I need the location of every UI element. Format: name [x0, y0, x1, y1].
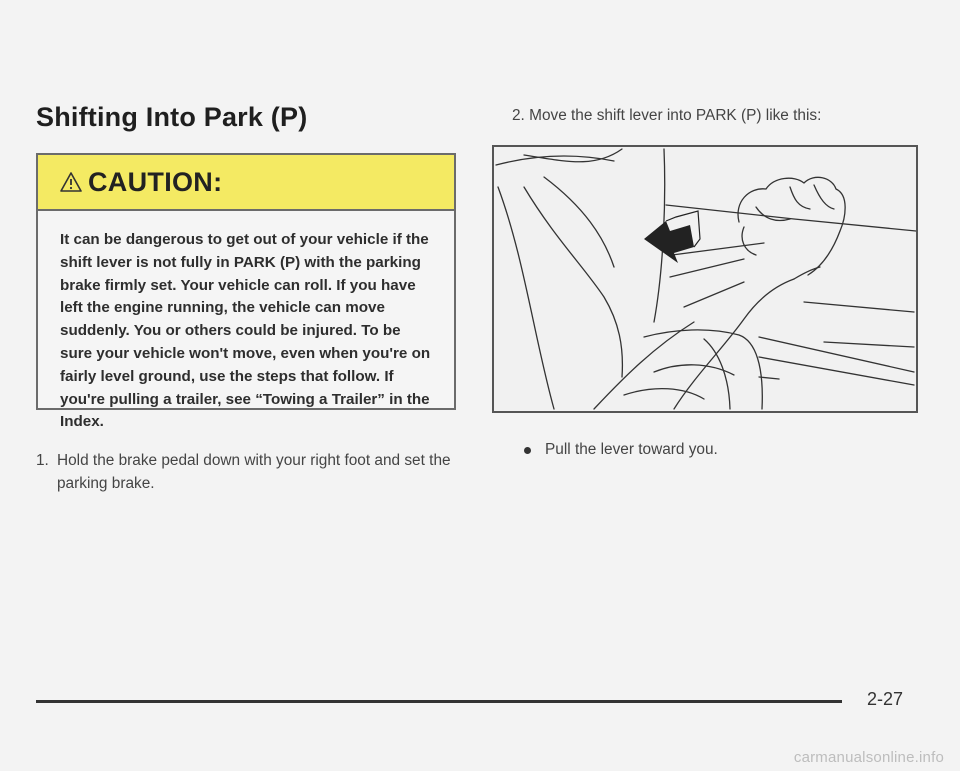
shift-lever-illustration — [492, 145, 918, 413]
section-title: Shifting Into Park (P) — [36, 102, 308, 132]
arrow-left-icon — [644, 211, 700, 263]
caution-box — [36, 153, 456, 431]
step-number: 2. — [512, 107, 525, 124]
step-number: 1. — [36, 452, 49, 469]
step-2 — [512, 105, 952, 128]
step-text: Hold the brake pedal down with your right foot and set the parking brake. — [57, 452, 451, 492]
warning-triangle-icon — [60, 172, 82, 192]
caution-text: It can be dangerous to get out of your vehicle if the shift lever is not fully in PARK (P) with the parking brake firmly set. Your vehicle can roll. If you have left the engine running, the vehicle can move suddenly. You or others could be injured. To be sure your vehicle won't move, even when you're on fairly level ground, use the steps that follow. If you're pulling a trailer, see “Towing a Trailer” in the Index. — [60, 231, 431, 431]
bullet-dot — [524, 447, 531, 454]
watermark[interactable]: carmanualsonline.info — [793, 749, 944, 766]
page-number: 2-27 — [867, 689, 904, 709]
caution-label: CAUTION: — [88, 166, 223, 197]
bullet-text: Pull the lever toward you. — [545, 441, 718, 458]
caution-header — [38, 155, 454, 211]
footer-rule — [36, 700, 842, 703]
bullet-item — [524, 441, 718, 459]
hand-pulling-shift-lever-illustration — [494, 147, 916, 411]
step-text: Move the shift lever into PARK (P) like this: — [529, 107, 822, 124]
step-1 — [36, 450, 456, 495]
